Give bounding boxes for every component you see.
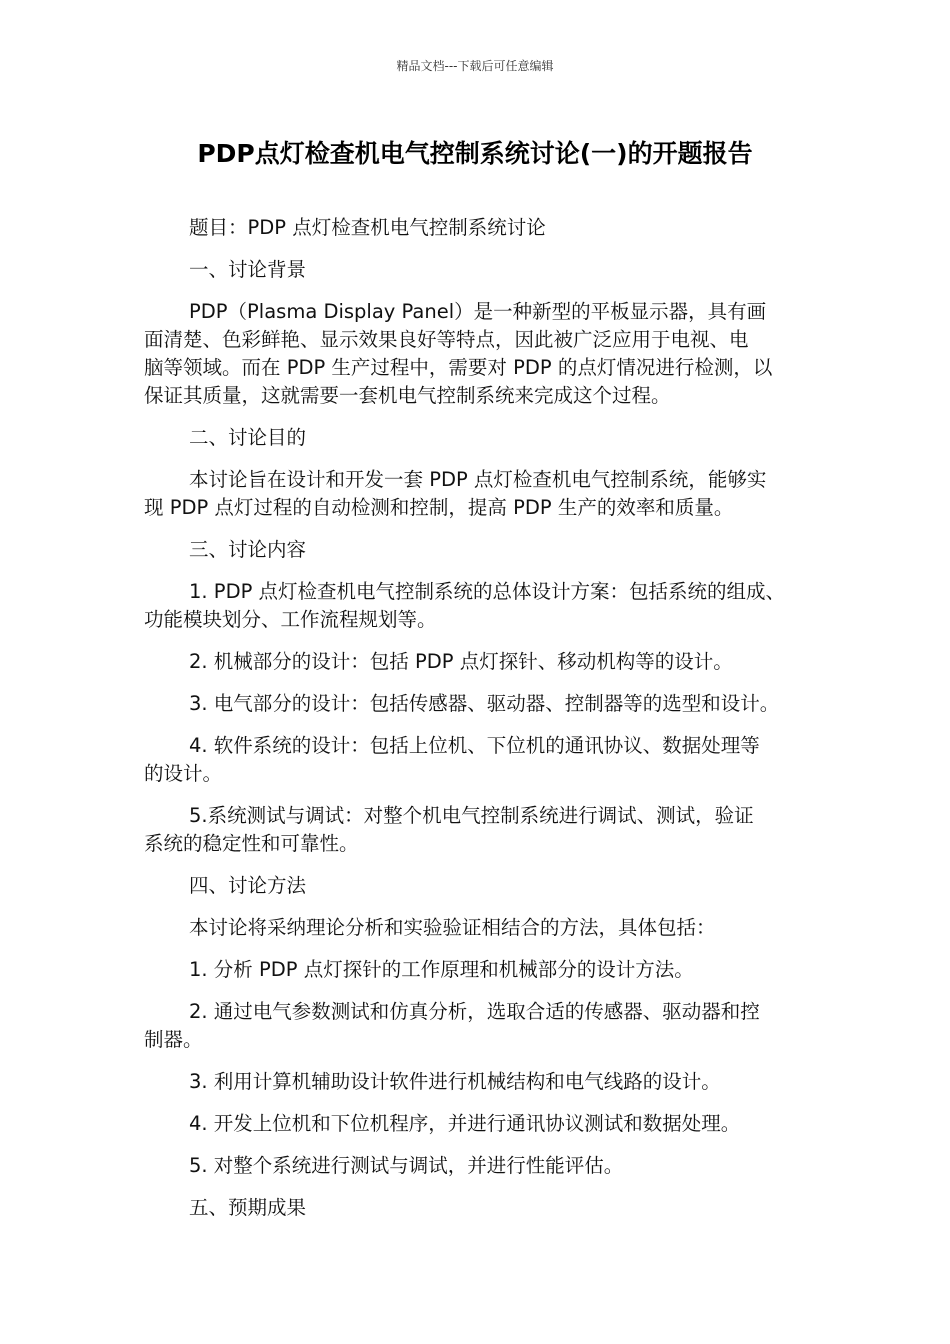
text-line: 面清楚、色彩鲜艳、显示效果良好等特点，因此被广泛应用于电视、电	[144, 328, 749, 351]
section-heading	[144, 256, 814, 284]
list-item	[144, 998, 814, 1054]
paragraph	[144, 466, 814, 522]
text-line: 制器。	[144, 1028, 203, 1051]
paragraph-topic	[144, 214, 814, 242]
text-line: 2. 机械部分的设计：包括 PDP 点灯探针、移动机构等的设计。	[189, 650, 733, 673]
paragraph	[144, 914, 814, 942]
list-item	[144, 648, 814, 676]
text-line: 现 PDP 点灯过程的自动检测和控制，提高 PDP 生产的效率和质量。	[144, 496, 734, 519]
section-heading	[144, 536, 814, 564]
text-line: 五、预期成果	[189, 1196, 307, 1219]
text-line: 四、讨论方法	[189, 874, 307, 897]
text-line: 系统的稳定性和可靠性。	[144, 832, 359, 855]
text-line: 题目：PDP 点灯检查机电气控制系统讨论	[189, 216, 546, 239]
text-line: 脑等领域。而在 PDP 生产过程中，需要对 PDP 的点灯情况进行检测，以	[144, 356, 773, 379]
list-item	[144, 1068, 814, 1096]
text-line: 的设计。	[144, 762, 223, 785]
text-line: 三、讨论内容	[189, 538, 307, 561]
text-line: 二、讨论目的	[189, 426, 307, 449]
text-line: 4. 开发上位机和下位机程序，并进行通讯协议测试和数据处理。	[189, 1112, 741, 1135]
text-line: 保证其质量，这就需要一套机电气控制系统来完成这个过程。	[144, 384, 671, 407]
text-line: 本讨论将采纳理论分析和实验验证相结合的方法，具体包括：	[189, 916, 716, 939]
text-line: 功能模块划分、工作流程规划等。	[144, 608, 437, 631]
text-line: 1. 分析 PDP 点灯探针的工作原理和机械部分的设计方法。	[189, 958, 694, 981]
text-line: 5. 对整个系统进行测试与调试，并进行性能评估。	[189, 1154, 624, 1177]
text-line: 一、讨论背景	[189, 258, 307, 281]
paragraph	[144, 298, 814, 410]
list-item	[144, 1152, 814, 1180]
document-title: PDP点灯检查机电气控制系统讨论(一)的开题报告	[197, 139, 753, 168]
text-line: 4. 软件系统的设计：包括上位机、下位机的通讯协议、数据处理等	[189, 734, 760, 757]
text-line: 1. PDP 点灯检查机电气控制系统的总体设计方案：包括系统的组成、	[189, 580, 786, 603]
section-heading	[144, 872, 814, 900]
list-item	[144, 732, 814, 788]
list-item	[144, 1110, 814, 1138]
text-line: 2. 通过电气参数测试和仿真分析，选取合适的传感器、驱动器和控	[189, 1000, 760, 1023]
section-heading	[144, 1194, 814, 1222]
text-line: PDP（Plasma Display Panel）是一种新型的平板显示器，具有画	[189, 300, 767, 323]
text-line: 5.系统测试与调试：对整个机电气控制系统进行调试、测试，验证	[189, 804, 754, 827]
section-heading	[144, 424, 814, 452]
text-line: 本讨论旨在设计和开发一套 PDP 点灯检查机电气控制系统，能够实	[189, 468, 767, 491]
list-item	[144, 578, 814, 634]
list-item	[144, 956, 814, 984]
text-line: 3. 利用计算机辅助设计软件进行机械结构和电气线路的设计。	[189, 1070, 721, 1093]
document-body	[144, 214, 814, 1236]
list-item	[144, 802, 814, 858]
text-line: 3. 电气部分的设计：包括传感器、驱动器、控制器等的选型和设计。	[189, 692, 780, 715]
list-item	[144, 690, 814, 718]
page-header: 精品文档---下载后可任意编辑	[396, 59, 554, 73]
